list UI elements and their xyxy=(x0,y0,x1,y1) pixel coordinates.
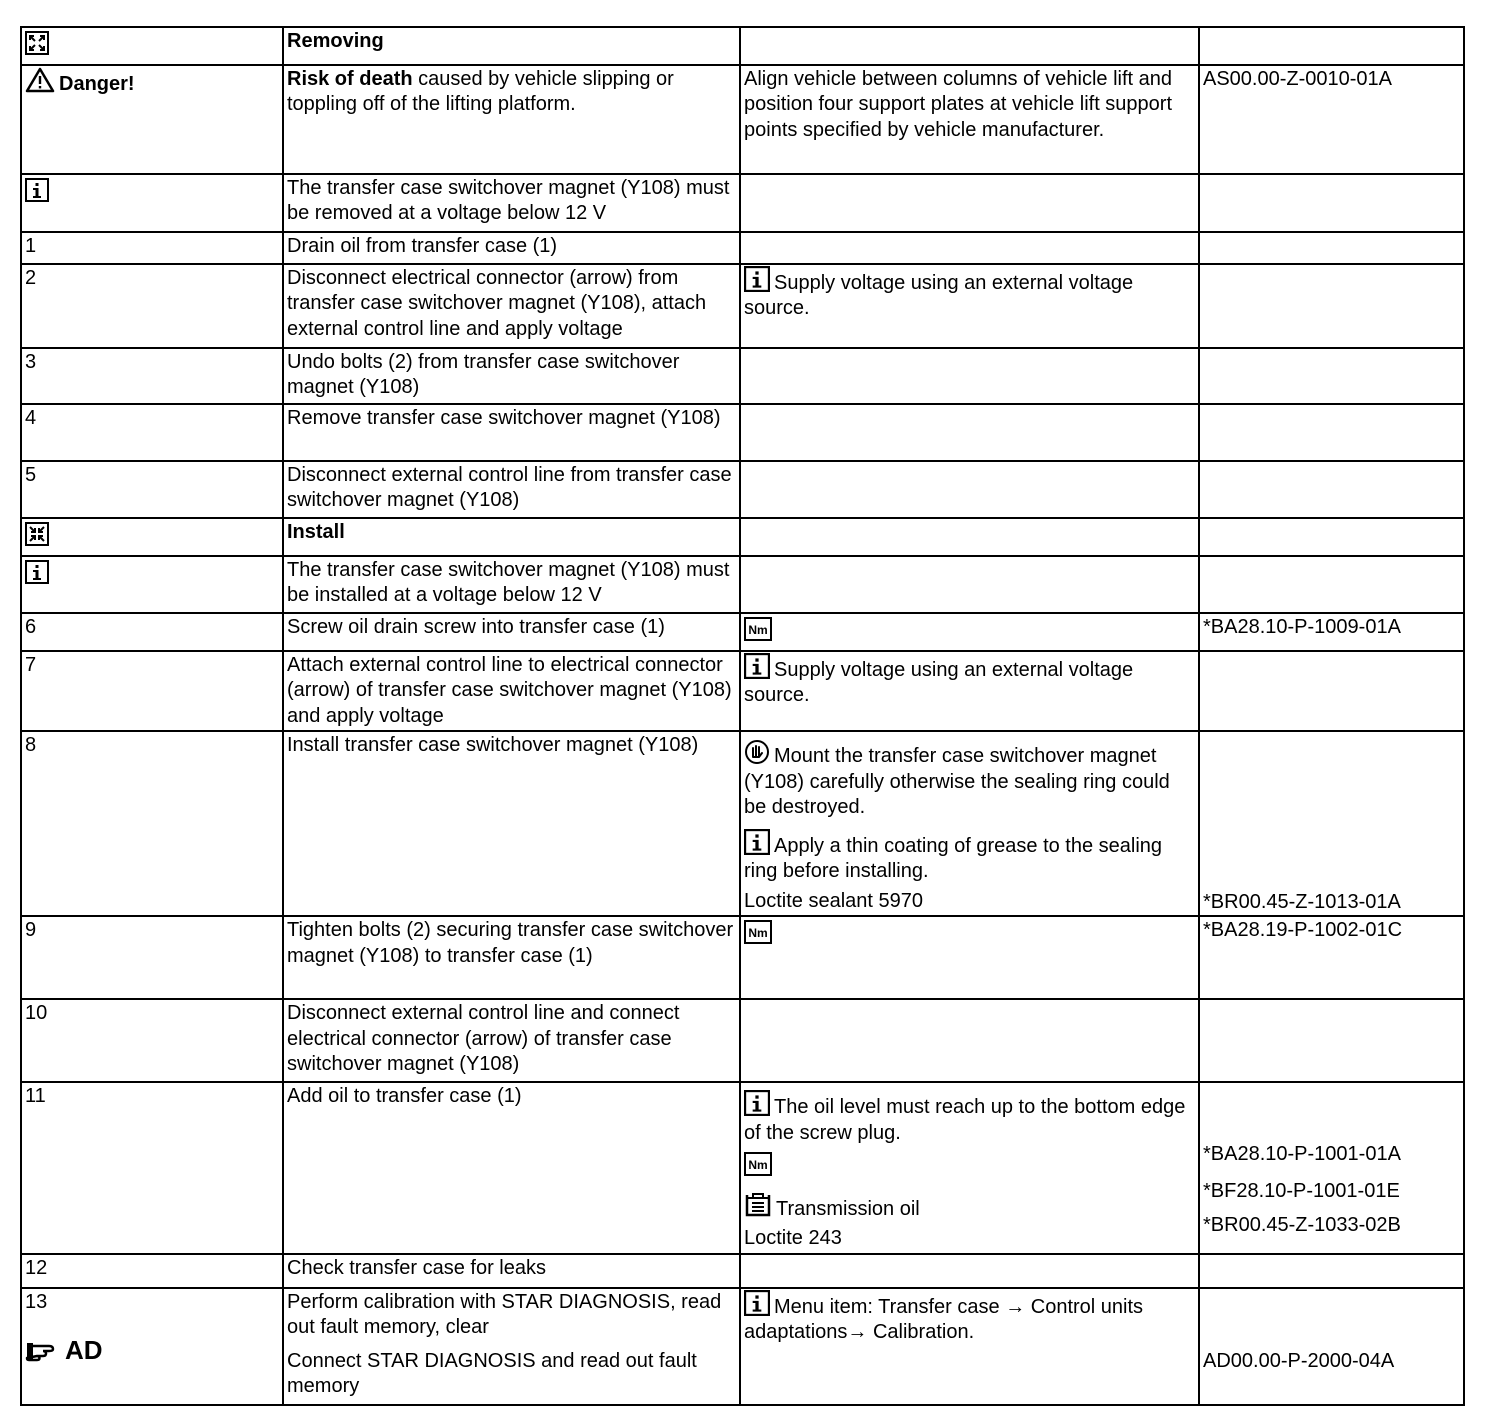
table-row xyxy=(21,232,1464,264)
step-text: Check transfer case for leaks xyxy=(283,1254,740,1288)
risk-text: caused by vehicle slipping or toppling off of the lifting platform. xyxy=(287,67,674,115)
install-arrows-icon xyxy=(25,522,49,554)
ad-label: AD xyxy=(65,1335,103,1365)
svg-text:Nm: Nm xyxy=(748,1158,768,1172)
note-text: The transfer case switchover magnet (Y108) must be installed at a voltage below 12 V xyxy=(283,556,740,613)
table-row xyxy=(21,1082,1464,1254)
info-icon xyxy=(744,266,770,292)
torque-nm-icon xyxy=(744,1152,772,1184)
step-text: Install transfer case switchover magnet (Y108) xyxy=(283,731,740,916)
step-text: Disconnect external control line from transfer case switchover magnet (Y108) xyxy=(283,461,740,518)
table-row xyxy=(21,461,1464,518)
step-number: 9 xyxy=(21,916,283,999)
material-text: Loctite 243 xyxy=(744,1227,842,1249)
step-text: Screw oil drain screw into transfer case (1) xyxy=(283,613,740,651)
torque-nm-icon xyxy=(744,920,772,952)
step-note: The oil level must reach up to the bottom edge of the screw plug. xyxy=(744,1096,1186,1144)
info-icon xyxy=(744,653,770,679)
step-number: 12 xyxy=(21,1254,283,1288)
section-title-install: Install xyxy=(283,518,740,556)
fluid-container-icon xyxy=(744,1192,772,1218)
info-icon xyxy=(25,560,49,592)
svg-text:Nm: Nm xyxy=(748,622,768,637)
step-number: 5 xyxy=(21,461,283,518)
danger-instruction: Align vehicle between columns of vehicle lift and position four support plates at vehicle lift support points specified by vehicle manufacturer. xyxy=(740,65,1199,174)
table-row xyxy=(21,348,1464,404)
table-row xyxy=(21,651,1464,732)
table-row xyxy=(21,264,1464,348)
risk-heading: Risk of death xyxy=(287,67,413,90)
table-row xyxy=(21,916,1464,999)
table-row xyxy=(21,1288,1464,1405)
table-row xyxy=(21,518,1464,556)
step-text: Disconnect electrical connector (arrow) from transfer case switchover magnet (Y108), attach external control line and apply voltage xyxy=(283,264,740,348)
caution-text: Mount the transfer case switchover magnet (Y108) carefully otherwise the sealing ring could be destroyed. xyxy=(744,745,1170,818)
caution-hand-icon xyxy=(744,739,770,765)
table-row xyxy=(21,27,1464,65)
reference-link[interactable]: *BA28.19-P-1002-01C xyxy=(1199,916,1464,999)
table-row xyxy=(21,1254,1464,1288)
material-text: Loctite sealant 5970 xyxy=(744,889,924,912)
reference-link[interactable]: *BR00.45-Z-1013-01A xyxy=(1203,890,1401,913)
info-icon xyxy=(744,1290,770,1316)
step-number: 11 xyxy=(21,1082,283,1254)
pointing-hand-icon xyxy=(25,1338,61,1362)
warning-triangle-icon xyxy=(25,67,55,93)
reference-link[interactable]: *BF28.10-P-1001-01E xyxy=(1203,1179,1400,1202)
step-text: Attach external control line to electrical connector (arrow) of transfer case switchover magnet (Y108) and apply voltage xyxy=(283,651,740,732)
remove-arrows-icon xyxy=(25,31,49,63)
ad-text: Connect STAR DIAGNOSIS and read out fault memory xyxy=(287,1349,697,1397)
step-text: Add oil to transfer case (1) xyxy=(283,1082,740,1254)
section-title-removing: Removing xyxy=(283,27,740,65)
fluid-text: Transmission oil xyxy=(776,1197,920,1220)
info-icon xyxy=(744,1090,770,1116)
table-row xyxy=(21,613,1464,651)
table-row xyxy=(21,174,1464,232)
step-number: 8 xyxy=(21,731,283,916)
step-note: Apply a thin coating of grease to the sealing ring before installing. xyxy=(744,834,1163,882)
step-number: 2 xyxy=(21,264,283,348)
step-number: 1 xyxy=(21,232,283,264)
step-text: Disconnect external control line and connect electrical connector (arrow) of transfer case switchover magnet (Y108) xyxy=(283,999,740,1082)
table-row xyxy=(21,404,1464,461)
step-text: Tighten bolts (2) securing transfer case switchover magnet (Y108) to transfer case (1) xyxy=(283,916,740,999)
step-number: 3 xyxy=(21,348,283,404)
table-row xyxy=(21,556,1464,613)
table-row xyxy=(21,731,1464,916)
step-number: 4 xyxy=(21,404,283,461)
reference-link[interactable]: AS00.00-Z-0010-01A xyxy=(1199,65,1464,174)
reference-link[interactable]: *BA28.10-P-1009-01A xyxy=(1199,613,1464,651)
step-note: Supply voltage using an external voltage source. xyxy=(744,658,1134,706)
step-note: Supply voltage using an external voltage source. xyxy=(744,271,1134,319)
icon-cell xyxy=(21,27,283,65)
step-number: 10 xyxy=(21,999,283,1082)
info-icon xyxy=(25,178,49,210)
step-note: Menu item: Transfer case → Control units adaptations→ Calibration. xyxy=(744,1295,1144,1343)
reference-link[interactable]: *BA28.10-P-1001-01A xyxy=(1203,1143,1401,1165)
torque-nm-icon xyxy=(744,617,772,649)
info-icon xyxy=(744,829,770,855)
reference-link[interactable]: *BR00.45-Z-1033-02B xyxy=(1203,1214,1401,1236)
step-text: Drain oil from transfer case (1) xyxy=(283,232,740,264)
step-number: 7 xyxy=(21,651,283,732)
step-number: 13 xyxy=(25,1290,48,1313)
table-row xyxy=(21,999,1464,1082)
procedure-table xyxy=(20,26,1465,1406)
reference-link[interactable]: AD00.00-P-2000-04A xyxy=(1203,1349,1395,1372)
step-text: Undo bolts (2) from transfer case switchover magnet (Y108) xyxy=(283,348,740,404)
svg-text:Nm: Nm xyxy=(748,926,768,940)
table-row xyxy=(21,65,1464,174)
step-text: Remove transfer case switchover magnet (Y108) xyxy=(283,404,740,461)
danger-label: Danger! xyxy=(59,72,135,95)
step-text: Perform calibration with STAR DIAGNOSIS, read out fault memory, clear xyxy=(287,1290,722,1338)
step-number: 6 xyxy=(21,613,283,651)
note-text: The transfer case switchover magnet (Y108) must be removed at a voltage below 12 V xyxy=(283,174,740,232)
